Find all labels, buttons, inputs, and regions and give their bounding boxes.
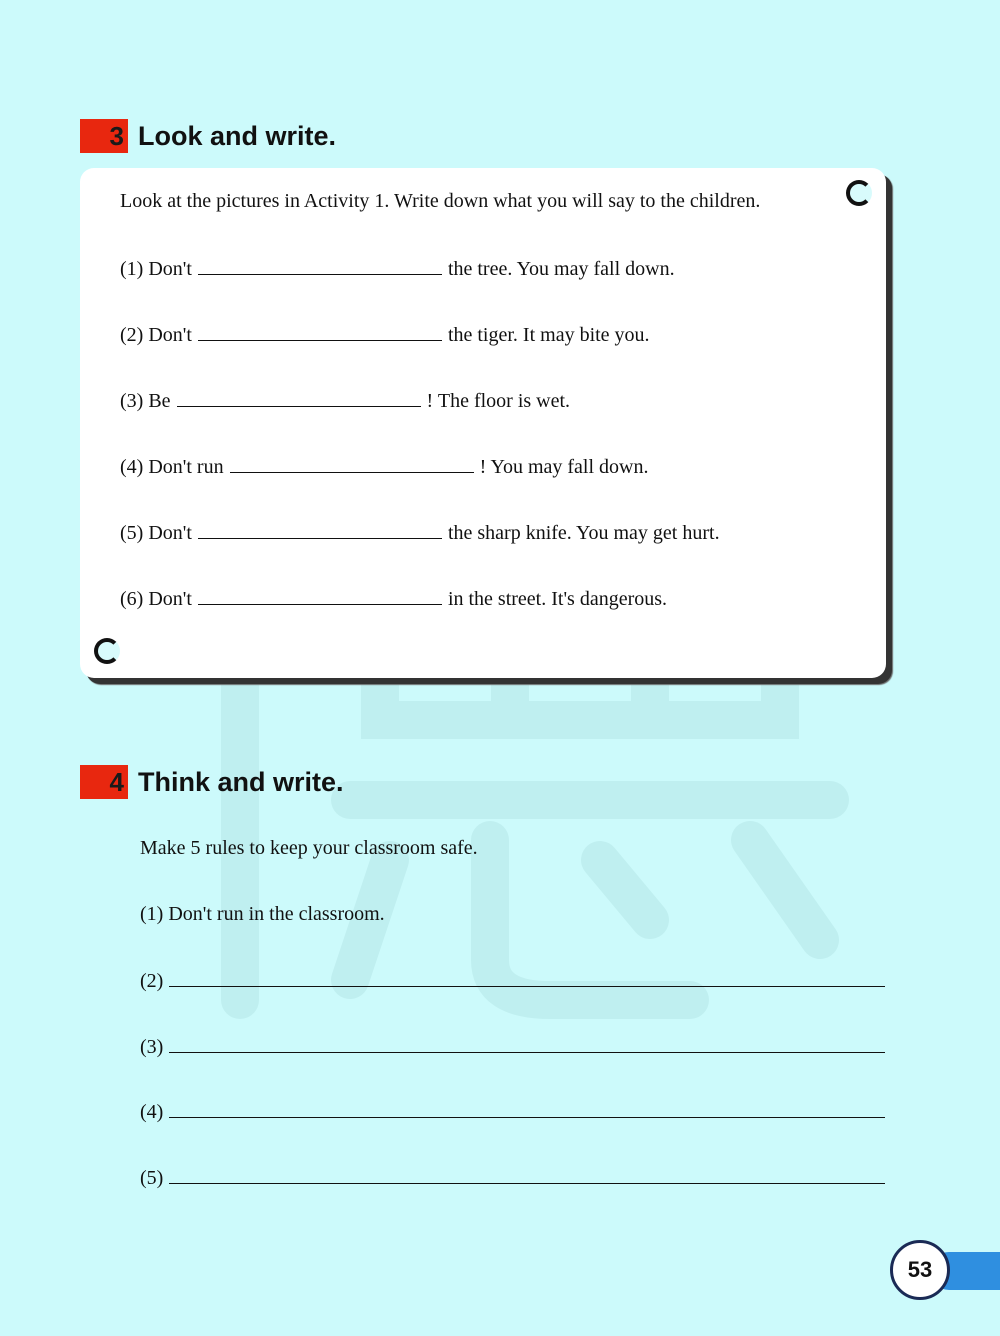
item-4-blank[interactable] <box>230 454 474 473</box>
rule-4-blank[interactable] <box>169 1099 885 1118</box>
item-4-suffix: ! You may fall down. <box>479 456 649 478</box>
item-2-prefix: (2) Don't <box>120 324 192 346</box>
rule-5-number: (5) <box>140 1167 164 1189</box>
section-3-header <box>80 118 336 154</box>
page-number: 53 <box>890 1240 950 1300</box>
exercise-item-4 <box>120 454 648 479</box>
item-5-blank[interactable] <box>198 520 442 539</box>
item-6-prefix: (6) Don't <box>120 588 192 610</box>
item-2-suffix: the tiger. It may bite you. <box>447 324 650 346</box>
page-curl-bottom-left <box>94 638 120 664</box>
exercise-item-1 <box>120 256 675 281</box>
section-4-title: Think and write. <box>138 766 344 797</box>
rule-4-number: (4) <box>140 1101 164 1123</box>
rule-2-number: (2) <box>140 970 164 992</box>
rule-3-blank[interactable] <box>169 1034 885 1053</box>
item-4-prefix: (4) Don't run <box>120 456 224 478</box>
section-4-instruction: Make 5 rules to keep your classroom safe. <box>140 837 478 859</box>
rule-3-number: (3) <box>140 1036 164 1058</box>
item-2-blank[interactable] <box>198 322 442 341</box>
item-1-blank[interactable] <box>198 256 442 275</box>
section-3-title: Look and write. <box>138 120 337 151</box>
item-6-blank[interactable] <box>198 586 442 605</box>
section-4-example: (1) Don't run in the classroom. <box>140 903 385 925</box>
rule-line-2 <box>140 968 885 993</box>
item-3-prefix: (3) Be <box>120 390 171 412</box>
page-curl-top-right <box>846 180 872 206</box>
exercise-item-3 <box>120 388 570 413</box>
rule-2-blank[interactable] <box>169 968 885 987</box>
item-5-suffix: the sharp knife. You may get hurt. <box>447 522 720 544</box>
exercise-item-2 <box>120 322 650 347</box>
section-3-number-badge: 3 <box>80 119 128 153</box>
item-5-prefix: (5) Don't <box>120 522 192 544</box>
exercise-item-6 <box>120 586 667 611</box>
rule-line-3 <box>140 1034 885 1059</box>
section-3-instruction: Look at the pictures in Activity 1. Write down what you will say to the children. <box>120 190 761 212</box>
rule-line-4 <box>140 1099 885 1124</box>
exercise-card <box>80 168 886 678</box>
exercise-item-5 <box>120 520 720 545</box>
rule-line-5 <box>140 1165 885 1190</box>
item-6-suffix: in the street. It's dangerous. <box>447 588 668 610</box>
section-4-header <box>80 764 344 800</box>
section-4-number-badge: 4 <box>80 765 128 799</box>
item-3-blank[interactable] <box>177 388 421 407</box>
item-3-suffix: ! The floor is wet. <box>426 390 571 412</box>
item-1-prefix: (1) Don't <box>120 258 192 280</box>
item-1-suffix: the tree. You may fall down. <box>447 258 675 280</box>
rule-5-blank[interactable] <box>169 1165 885 1184</box>
